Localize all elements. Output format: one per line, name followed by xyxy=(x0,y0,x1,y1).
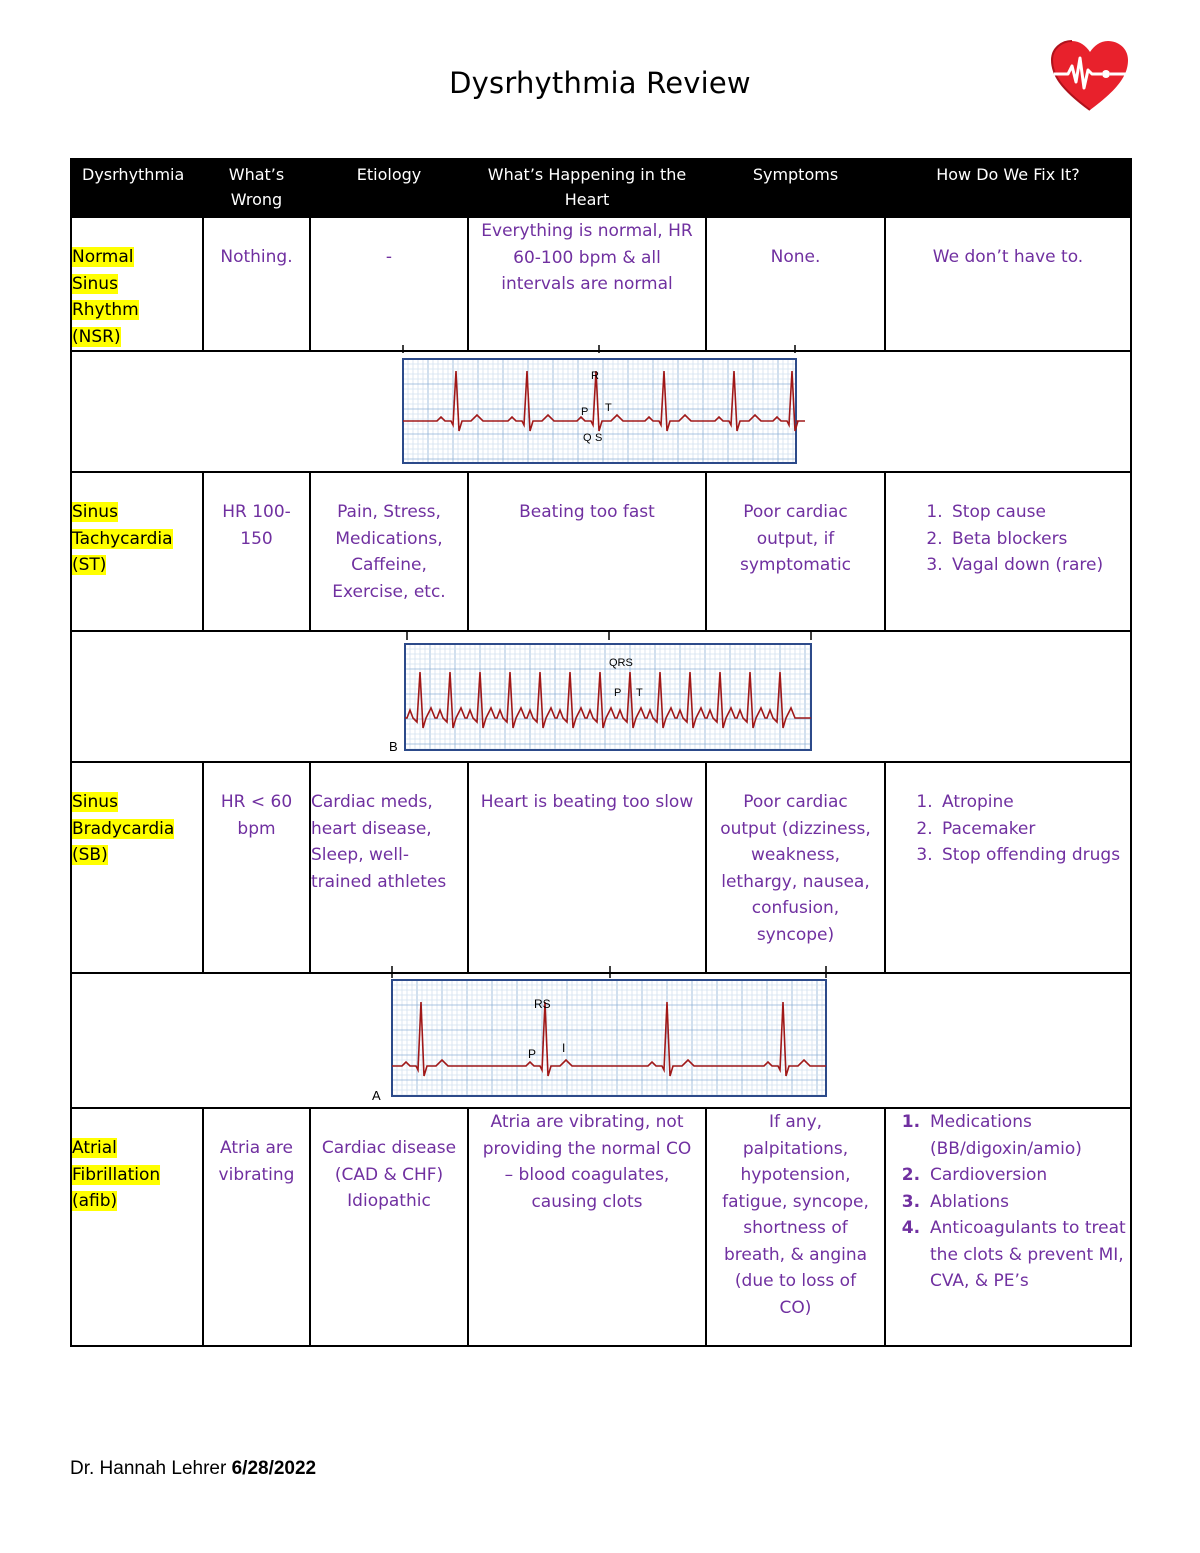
wave-label-rs: RS xyxy=(534,997,551,1011)
heart-ecg-icon xyxy=(1050,40,1130,112)
fix-cell xyxy=(885,762,1131,973)
table-row xyxy=(71,1108,1131,1346)
wave-label-q: Q xyxy=(583,432,592,444)
ecg-grid xyxy=(392,980,826,1096)
list-item: 4. Anticoagulants to treat the clots & prevent MI, CVA, & PE’s xyxy=(926,1215,1130,1295)
name-line: Bradycardia xyxy=(72,818,175,839)
name-line: Rhythm xyxy=(72,300,139,320)
list-item: 1. Medications (BB/digoxin/amio) xyxy=(926,1109,1130,1162)
list-item: 2. Pacemaker xyxy=(938,816,1130,843)
name-line: (NSR) xyxy=(72,326,121,347)
name-line: (ST) xyxy=(72,555,107,575)
fix-cell xyxy=(885,472,1131,631)
list-item: 3. Stop offending drugs xyxy=(938,842,1130,869)
table-row xyxy=(71,762,1131,973)
header-happening: What’s Happening in the Heart xyxy=(468,159,706,217)
wave-label-qrs: QRS xyxy=(609,657,633,669)
happening-cell: Heart is beating too slow xyxy=(468,762,706,973)
etiology-cell: Cardiac disease (CAD & CHF) Idiopathic xyxy=(310,1108,468,1346)
wave-label-t: T xyxy=(605,402,612,414)
fix-list xyxy=(886,499,1130,579)
wave-label-p: P xyxy=(581,406,589,418)
wave-label-r: R xyxy=(591,370,599,382)
ecg-grid xyxy=(405,644,811,750)
list-item: 2. Cardioversion xyxy=(926,1162,1130,1189)
name-line: Atrial xyxy=(72,1138,117,1158)
wave-label-s: S xyxy=(595,432,603,444)
name-line: (afib) xyxy=(72,1191,118,1211)
list-item: 2. Beta blockers xyxy=(948,526,1130,553)
symptoms-cell: Poor cardiac output (dizziness, weakness, lethargy, nausea, confusion, syncope) xyxy=(706,762,885,973)
table-header-row xyxy=(71,159,1131,217)
dysrhythmia-name xyxy=(71,1108,203,1346)
footer xyxy=(70,1458,316,1480)
dysrhythmia-name xyxy=(71,472,203,631)
wave-label-t: T xyxy=(636,687,643,699)
name-line: (SB) xyxy=(72,845,108,865)
list-item: 1. Atropine xyxy=(938,789,1130,816)
dysrhythmia-name xyxy=(71,217,203,351)
etiology-cell: - xyxy=(310,217,468,351)
wave-label-p: P xyxy=(614,687,622,699)
ecg-strip-sb xyxy=(370,966,830,1102)
list-item: 3. Vagal down (rare) xyxy=(948,552,1130,579)
panel-label-a: A xyxy=(372,1088,381,1102)
name-line: Tachycardia xyxy=(72,528,173,549)
whats-wrong-cell: Atria are vibrating xyxy=(203,1108,310,1346)
name-line: Fibrillation xyxy=(72,1164,161,1185)
wave-label-i: I xyxy=(562,1041,566,1055)
happening-cell: Atria are vibrating, not providing the normal CO – blood coagulates, causing clots xyxy=(468,1108,706,1346)
ecg-grid xyxy=(403,359,796,463)
list-item: 1. Stop cause xyxy=(948,499,1130,526)
header-whats-wrong: What’s Wrong xyxy=(203,159,310,217)
symptoms-cell: None. xyxy=(706,217,885,351)
wave-label-p: P xyxy=(528,1047,537,1061)
footer-author: Dr. Hannah Lehrer xyxy=(70,1458,232,1479)
table-row xyxy=(71,217,1131,351)
whats-wrong-cell: Nothing. xyxy=(203,217,310,351)
whats-wrong-cell: HR < 60 bpm xyxy=(203,762,310,973)
ecg-strip-nsr xyxy=(395,345,805,467)
footer-date: 6/28/2022 xyxy=(231,1458,317,1479)
dysrhythmia-name xyxy=(71,762,203,973)
header-fix: How Do We Fix It? xyxy=(885,159,1131,217)
etiology-cell: Pain, Stress, Medications, Caffeine, Exercise, etc. xyxy=(310,472,468,631)
table-row xyxy=(71,472,1131,631)
ecg-strip-st xyxy=(385,630,815,754)
name-line: Sinus xyxy=(72,273,118,294)
fix-cell: We don’t have to. xyxy=(885,217,1131,351)
fix-list xyxy=(886,1109,1130,1295)
name-line: Normal xyxy=(72,247,134,267)
happening-cell: Beating too fast xyxy=(468,472,706,631)
page-title: Dysrhythmia Review xyxy=(449,66,751,100)
fix-cell xyxy=(885,1108,1131,1346)
panel-label-b: B xyxy=(389,739,398,754)
whats-wrong-cell: HR 100-150 xyxy=(203,472,310,631)
name-line: Sinus xyxy=(72,502,118,522)
happening-cell: Everything is normal, HR 60-100 bpm & all intervals are normal xyxy=(468,217,706,351)
header-etiology: Etiology xyxy=(310,159,468,217)
header-dysrhythmia: Dysrhythmia xyxy=(71,159,203,217)
fix-list xyxy=(886,789,1130,869)
etiology-cell: Cardiac meds, heart disease, Sleep, well-trained athletes xyxy=(310,762,468,973)
name-line: Sinus xyxy=(72,792,118,812)
list-item: 3. Ablations xyxy=(926,1189,1130,1216)
symptoms-cell: If any, palpitations, hypotension, fatigue, syncope, shortness of breath, & angina (due to loss of CO) xyxy=(706,1108,885,1346)
header-symptoms: Symptoms xyxy=(706,159,885,217)
symptoms-cell: Poor cardiac output, if symptomatic xyxy=(706,472,885,631)
